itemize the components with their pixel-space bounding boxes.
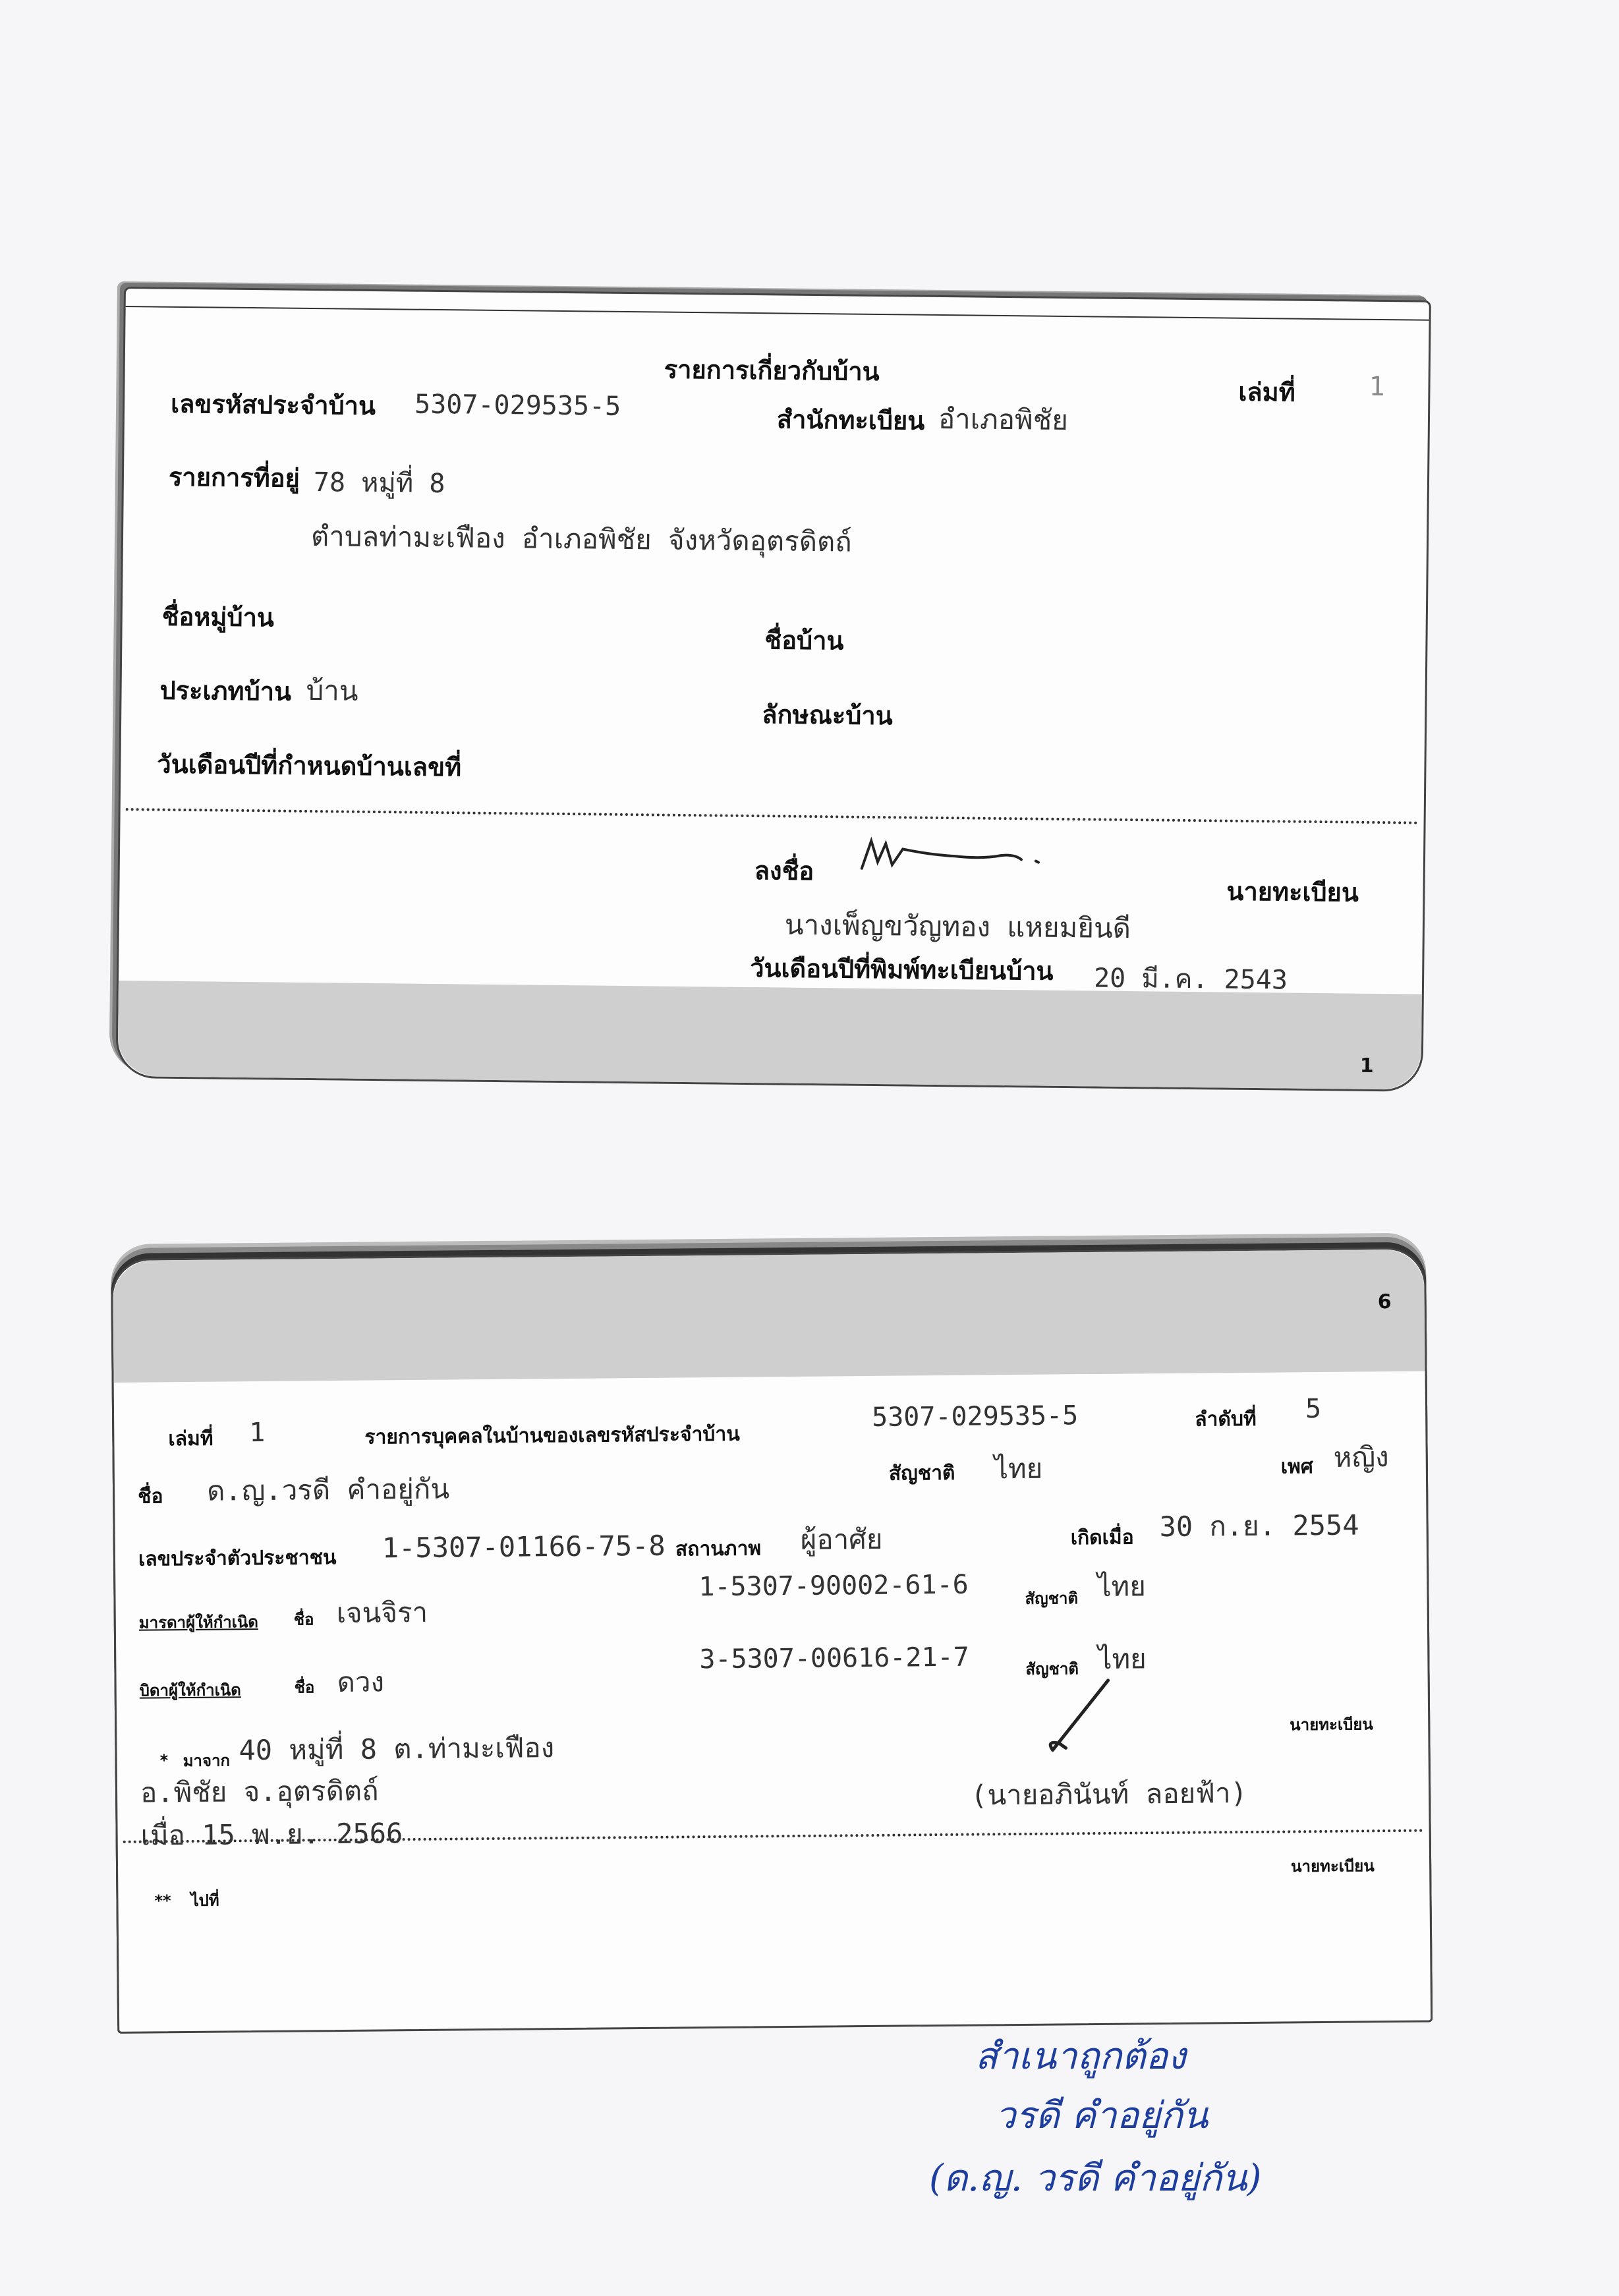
house-type-value: บ้าน xyxy=(306,674,358,707)
person-details-card xyxy=(111,1248,1433,2034)
volume-value: 1 xyxy=(1369,371,1385,403)
father-name-value: ดวง xyxy=(337,1665,385,1699)
address-label: รายการที่อยู่ xyxy=(168,462,300,493)
from-line-2: อ.พิชัย จ.อุตรดิตถ์ xyxy=(140,1774,379,1809)
from-label: มาจาก xyxy=(183,1751,231,1771)
status-label: สถานภาพ xyxy=(675,1537,762,1561)
page-number: 6 xyxy=(1377,1290,1392,1314)
top-rule xyxy=(126,306,1429,321)
village-name-label: ชื่อหมู่บ้าน xyxy=(161,602,275,633)
registrar-signature xyxy=(857,836,1048,884)
mother-nationality-label: สัญชาติ xyxy=(1025,1589,1079,1608)
certification-line-1: สำเนาถูกต้อง xyxy=(975,2035,1186,2078)
registry-office-value: อำเภอพิชัย xyxy=(938,402,1069,437)
father-nationality-label: สัญชาติ xyxy=(1025,1659,1079,1679)
dotted-divider xyxy=(126,808,1419,824)
house-code-label: เลขรหัสประจำบ้าน xyxy=(170,389,376,421)
house-type-label: ประเภทบ้าน xyxy=(159,675,292,706)
born-value: 30 ก.ย. 2554 xyxy=(1159,1508,1359,1543)
name-value: ด.ญ.วรดี คำอยู่กัน xyxy=(206,1472,450,1507)
status-value: ผู้อาศัย xyxy=(800,1522,883,1556)
born-label: เกิดเมื่อ xyxy=(1070,1526,1134,1550)
sign-label: ลงชื่อ xyxy=(754,856,814,886)
house-code-value: 5307-029535-5 xyxy=(414,389,621,422)
registrar-name: (นายอภินันท์ ลอยฟ้า) xyxy=(970,1776,1248,1812)
assigned-date-label: วันเดือนปีที่กำหนดบ้านเลขที่ xyxy=(157,749,462,782)
volume-label: เล่มที่ xyxy=(168,1427,213,1451)
name-label: ชื่อ xyxy=(138,1485,163,1508)
nationality-label: สัญชาติ xyxy=(888,1461,955,1485)
mother-name-label: ชื่อ xyxy=(293,1610,314,1629)
from-line-1: 40 หมู่ที่ 8 ต.ท่ามะเฟือง xyxy=(239,1731,555,1767)
house-name-label: ชื่อบ้าน xyxy=(764,625,844,656)
from-mark: * xyxy=(159,1751,169,1770)
page-number: 1 xyxy=(1359,1054,1374,1077)
id-value: 1-5307-01166-75-8 xyxy=(382,1529,666,1564)
father-label: บิดาผู้ให้กำเนิด xyxy=(139,1680,241,1700)
registrar-name: นางเพ็ญขวัญทอง แหยมยินดี xyxy=(784,908,1131,945)
sex-label: เพศ xyxy=(1280,1455,1314,1479)
from-line-3: เมื่อ 15 พ.ย. 2566 xyxy=(140,1817,403,1852)
registry-office-label: สำนักทะเบียน xyxy=(776,405,925,436)
house-code-value: 5307-029535-5 xyxy=(871,1400,1079,1433)
house-character-label: ลักษณะบ้าน xyxy=(762,700,893,731)
mother-name-value: เจนจิรา xyxy=(336,1595,428,1630)
list-title: รายการบุคคลในบ้านของเลขรหัสประจำบ้าน xyxy=(364,1422,740,1449)
card-title: รายการเกี่ยวกับบ้าน xyxy=(664,355,880,387)
father-id-value: 3-5307-00616-21-7 xyxy=(699,1642,969,1675)
certification-line-3: (ด.ญ. วรดี คำอยู่กัน) xyxy=(929,2157,1262,2200)
nationality-value: ไทย xyxy=(994,1452,1043,1485)
father-nationality-value: ไทย xyxy=(1098,1642,1147,1675)
house-details-card xyxy=(115,287,1431,1092)
card-footer xyxy=(117,981,1421,1090)
registrar-label-1: นายทะเบียน xyxy=(1290,1715,1373,1735)
mother-label: มารดาผู้ให้กำเนิด xyxy=(138,1613,259,1632)
order-value: 5 xyxy=(1305,1393,1322,1425)
father-name-label: ชื่อ xyxy=(294,1678,315,1697)
address-line-1: 78 หมู่ที่ 8 xyxy=(313,467,445,500)
registrar-label-2: นายทะเบียน xyxy=(1290,1856,1375,1876)
address-line-2: ตำบลท่ามะเฟือง อำเภอพิชัย จังหวัดอุตรดิตถ์ xyxy=(310,519,853,558)
print-date-label: วันเดือนปีที่พิมพ์ทะเบียนบ้าน xyxy=(749,954,1054,986)
to-label: ไปที่ xyxy=(190,1891,219,1910)
mother-id-value: 1-5307-90002-61-6 xyxy=(698,1569,969,1603)
certification-line-2: วรดี คำอยู่กัน xyxy=(995,2094,1208,2137)
sex-value: หญิง xyxy=(1333,1441,1389,1474)
registrar-signature xyxy=(1039,1673,1139,1760)
volume-label: เล่มที่ xyxy=(1238,377,1296,407)
id-label: เลขประจำตัวประชาชน xyxy=(138,1546,337,1571)
mother-nationality-value: ไทย xyxy=(1097,1570,1147,1603)
order-label: ลำดับที่ xyxy=(1195,1407,1257,1431)
print-date-value: 20 มี.ค. 2543 xyxy=(1093,963,1288,996)
to-mark: ** xyxy=(154,1891,171,1910)
volume-value: 1 xyxy=(249,1417,266,1449)
registrar-label: นายทะเบียน xyxy=(1226,876,1359,907)
card-header xyxy=(113,1249,1425,1383)
